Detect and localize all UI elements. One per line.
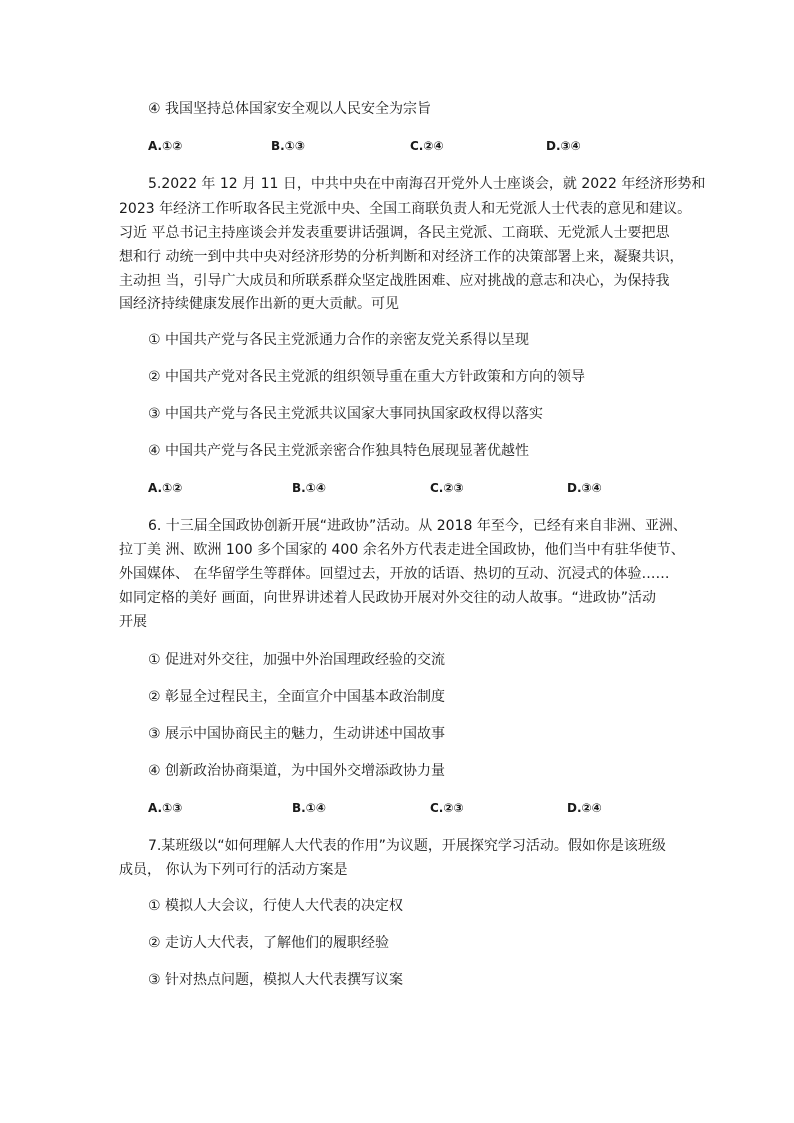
q7-stem-line-2: 成员， 你认为下列可行的活动方案是 xyxy=(119,862,348,878)
q7-stem-line-1: 7.某班级以“如何理解人大代表的作用”为议题，开展探究学习活动。假如你是该班级 xyxy=(148,838,666,854)
q6-option-3: ③ 展示中国协商民主的魅力，生动讲述中国故事 xyxy=(148,726,445,742)
q5-choice-d: D.③④ xyxy=(567,481,602,495)
q5-choice-c: C.②③ xyxy=(430,481,464,495)
q4-option-4: ④ 我国坚持总体国家安全观以人民安全为宗旨 xyxy=(148,101,431,117)
q5-stem-line-6: 国经济持续健康发展作出新的更大贡献。可见 xyxy=(119,296,399,312)
q6-option-4: ④ 创新政治协商渠道，为中国外交增添政协力量 xyxy=(148,763,445,779)
q5-option-1: ① 中国共产党与各民主党派通力合作的亲密友党关系得以呈现 xyxy=(148,332,529,348)
q6-choice-d: D.②④ xyxy=(567,801,602,815)
q7-option-2: ② 走访人大代表，了解他们的履职经验 xyxy=(148,935,389,951)
q4-choice-a: A.①② xyxy=(148,139,183,153)
q6-stem-line-1: 6. 十三届全国政协创新开展“进政协”活动。从 2018 年至今，已经有来自非洲、亚洲、 xyxy=(148,518,687,534)
q6-choice-c: C.②③ xyxy=(430,801,464,815)
q5-option-2: ② 中国共产党对各民主党派的组织领导重在重大方针政策和方向的领导 xyxy=(148,369,585,385)
q5-option-4: ④ 中国共产党与各民主党派亲密合作独具特色展现显著优越性 xyxy=(148,443,529,459)
q5-stem-line-3: 习近 平总书记主持座谈会并发表重要讲话强调，各民主党派、工商联、无党派人士要把思 xyxy=(119,225,670,241)
q6-option-1: ① 促进对外交往，加强中外治国理政经验的交流 xyxy=(148,652,445,668)
q5-stem-line-5: 主动担 当，引导广大成员和所联系群众坚定战胜困难、应对挑战的意志和决心，为保持我 xyxy=(119,273,670,289)
q5-choice-b: B.①④ xyxy=(292,481,327,495)
q5-option-3: ③ 中国共产党与各民主党派共议国家大事同执国家政权得以落实 xyxy=(148,406,543,422)
q6-choice-b: B.①④ xyxy=(292,801,327,815)
q4-choice-b: B.①③ xyxy=(271,139,306,153)
q7-option-3: ③ 针对热点问题，模拟人大代表撰写议案 xyxy=(148,972,403,988)
q4-choice-c: C.②④ xyxy=(410,139,444,153)
q6-stem-line-2: 拉丁美 洲、欧洲 100 多个国家的 400 余名外方代表走进全国政协，他们当中有驻华使节、 xyxy=(119,542,685,558)
q6-stem-line-3: 外国媒体、 在华留学生等群体。回望过去，开放的话语、热切的互动、沉浸式的体验…… xyxy=(119,566,670,582)
q5-stem-line-2: 2023 年经济工作听取各民主党派中央、全国工商联负责人和无党派人士代表的意见和建议。 xyxy=(119,201,692,217)
q7-option-1: ① 模拟人大会议，行使人大代表的决定权 xyxy=(148,898,403,914)
q6-stem-line-5: 开展 xyxy=(119,614,147,630)
q5-choice-a: A.①② xyxy=(148,481,183,495)
q5-stem-line-1: 5.2022 年 12 月 11 日，中共中央在中南海召开党外人士座谈会，就 2022 年经济形势和 xyxy=(148,176,706,192)
q4-choice-d: D.③④ xyxy=(546,139,581,153)
q5-stem-line-4: 想和行 动统一到中共中央对经济形势的分析判断和对经济工作的决策部署上来，凝聚共识， xyxy=(119,249,684,265)
q6-option-2: ② 彰显全过程民主，全面宣介中国基本政治制度 xyxy=(148,689,445,705)
q6-stem-line-4: 如同定格的美好 画面，向世界讲述着人民政协开展对外交往的动人故事。“进政协”活动 xyxy=(119,590,656,606)
q6-choice-a: A.①③ xyxy=(148,801,183,815)
